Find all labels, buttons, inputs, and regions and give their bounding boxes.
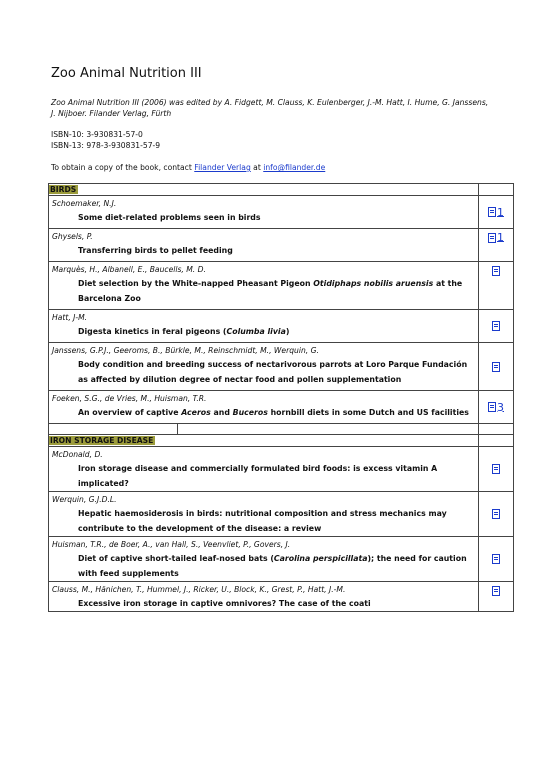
entry-authors: Foeken, S.G., de Vries, M., Huisman, T.R.: [52, 394, 207, 403]
isbn-10: ISBN-10: 3-930831-57-0: [51, 130, 143, 139]
pdf-link-icon[interactable]: [492, 508, 501, 521]
table-row: [49, 492, 514, 537]
table-row: [49, 447, 514, 492]
pdf-link-icon[interactable]: [492, 264, 501, 277]
entry-title: Transferring birds to pellet feeding: [78, 246, 233, 255]
table-row: [49, 391, 514, 424]
page-title: Zoo Animal Nutrition III: [51, 66, 202, 81]
table-row: [49, 310, 514, 343]
pdf-link-icon[interactable]: [492, 320, 501, 333]
section-header-row: [49, 435, 514, 447]
table-row: [49, 262, 514, 310]
pdf-link-icon[interactable]: [492, 553, 501, 566]
document-icon: [488, 207, 496, 217]
document-icon: [492, 321, 500, 331]
entry-authors: Hatt, J-M.: [52, 313, 88, 322]
document-icon: [492, 464, 500, 474]
pdf-link-icon[interactable]: 1: [488, 206, 504, 219]
pdf-link-icon[interactable]: [492, 463, 501, 476]
table-row: [49, 582, 514, 612]
table-row: [49, 537, 514, 582]
entry-authors: McDonald, D.: [52, 450, 103, 459]
entry-authors: Clauss, M., Hänichen, T., Hummel, J., Ricker, U., Block, K., Grest, P., Hatt, J.-M.: [52, 585, 346, 594]
entry-title: Iron storage disease and commercially formulated bird foods: is excess vitamin A implicated?: [78, 464, 438, 488]
entry-authors: Schoemaker, N.J.: [52, 199, 117, 208]
entry-title: Excessive iron storage in captive omnivores? The case of the coati: [78, 599, 371, 608]
email-link[interactable]: info@filander.de: [263, 163, 326, 172]
entry-authors: Marquès, H., Albanell, E., Baucells, M. D.: [52, 265, 206, 274]
table-row: [49, 343, 514, 391]
document-icon: [492, 586, 500, 596]
document-icon: [488, 402, 496, 412]
entry-title: An overview of captive Aceros and Buceros hornbill diets in some Dutch and US facilities: [78, 408, 469, 417]
entry-title: Diet of captive short-tailed leaf-nosed bats (Carolina perspicillata); the need for caution with feed supplements: [78, 554, 467, 578]
document-icon: [492, 362, 500, 372]
section-title-birds: BIRDS: [50, 185, 77, 194]
document-icon: [492, 266, 500, 276]
entry-authors: Huisman, T.R., de Boer, A., van Hall, S., Veenvliet, P., Govers, J.: [52, 540, 291, 549]
document-icon: [488, 233, 496, 243]
entry-title: Digesta kinetics in feral pigeons (Columba livia): [78, 327, 290, 336]
entry-authors: Ghysels, P.: [52, 232, 93, 241]
spacer-row: [49, 424, 514, 435]
articles-table: [48, 183, 514, 612]
pdf-link-icon[interactable]: 1: [488, 231, 504, 244]
section-header-row: [49, 184, 514, 196]
contact-prefix: To obtain a copy of the book, contact: [51, 163, 195, 172]
contact-line: [51, 162, 325, 173]
pdf-link-icon[interactable]: [492, 360, 501, 373]
entry-title: Body condition and breeding success of nectarivorous parrots at Loro Parque Fundación as affected by dilution degree of nectar food and pollen supplementation: [78, 360, 468, 384]
document-icon: [492, 554, 500, 564]
section-title-iron-storage-disease: IRON STORAGE DISEASE: [50, 436, 154, 445]
entry-authors: Werquin, G.J.D.L.: [52, 495, 117, 504]
entry-title: Some diet-related problems seen in birds: [78, 213, 261, 222]
document-icon: [492, 509, 500, 519]
table-row: [49, 196, 514, 229]
contact-mid: at: [250, 163, 264, 172]
isbn-13: ISBN-13: 978-3-930831-57-9: [51, 141, 161, 150]
pdf-link-icon[interactable]: [492, 584, 501, 597]
table-row: [49, 229, 514, 262]
pdf-link-icon[interactable]: 3: [488, 401, 504, 414]
entry-title: Hepatic haemosiderosis in birds: nutritional composition and stress mechanics may contribute to the development of the disease: a review: [78, 509, 447, 533]
filander-verlag-link[interactable]: Filander Verlag: [194, 163, 251, 172]
entry-authors: Janssens, G.P.J., Geeroms, B., Bürkle, M., Reinschmidt, M., Werquin, G.: [52, 346, 319, 355]
entry-title: Diet selection by the White-napped Pheasant Pigeon Otidiphaps nobilis aruensis at the Barcelona Zoo: [78, 279, 463, 303]
intro-paragraph: Zoo Animal Nutrition III (2006) was edited by A. Fidgett, M. Clauss, K. Eulenberger, J.-M. Hatt, I. Hume, G. Janssens, J. Nijboer. Filander Verlag, Fürth: [51, 98, 489, 118]
